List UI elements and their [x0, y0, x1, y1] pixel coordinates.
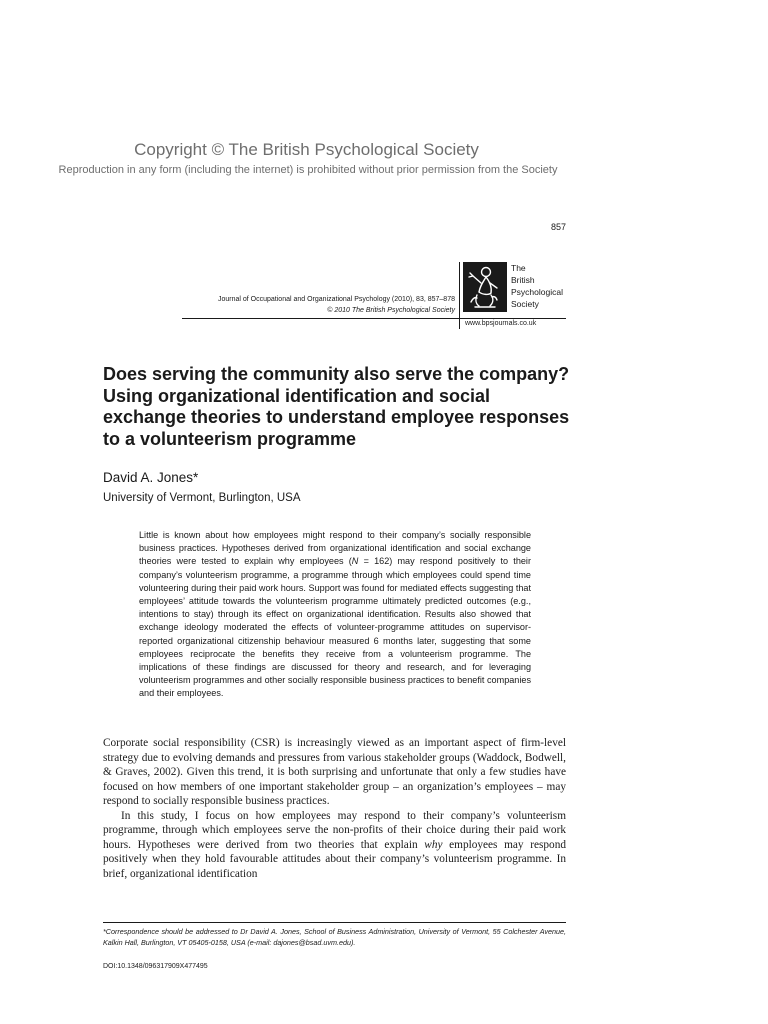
- header-rule: [182, 318, 566, 319]
- body-paragraph: [103, 809, 566, 882]
- author-name: David A. Jones*: [103, 470, 199, 485]
- journal-copyright-line: © 2010 The British Psychological Society: [327, 307, 455, 314]
- logo-divider: [459, 262, 460, 329]
- doi: DOI:10.1348/096317909X477495: [103, 963, 208, 970]
- journal-line: Journal of Occupational and Organizational Psychology (2010), 83, 857–878: [218, 296, 455, 303]
- body-text-part: employees may respond positively when they hold favourable attitudes about their company’s volunteerism programme. In brief, organizational identification: [103, 838, 566, 880]
- author-affiliation: University of Vermont, Burlington, USA: [103, 492, 301, 504]
- body-text-part: In this study, I focus on how employees may respond to their company’s volunteerism programme, through which employees serve the non-profits of their choice during their paid work hours. Hypotheses were derived from two theories that explain: [103, 809, 566, 851]
- abstract: [139, 529, 531, 701]
- footnote-rule: [103, 922, 566, 923]
- society-line: The: [511, 263, 526, 273]
- abstract-text-part: = 162) may respond positively to their company’s volunteerism programme, a programme through which employees could spend time volunteering during their paid work hours. Support was found for mediated effects suggesting that employees’ attitude towards the volunteerism programme ultimately predicted outcomes (e.g., intentions to stay) through its effect on organizational identification. Results also showed that exchange ideology moderated the effects of volunteer-programme attitudes on supervisor-reported organizational citizenship behaviour measured 6 months later, suggesting that some employees reciprocate the benefits they receive from a volunteerism programme. The implications of these findings are discussed for theory and research, and for leveraging volunteerism programmes and other socially responsible business practices to benefit companies and their employees.: [139, 556, 531, 699]
- society-line: Society: [511, 299, 539, 309]
- journal-website: www.bpsjournals.co.uk: [465, 320, 537, 327]
- society-line: Psychological: [511, 287, 563, 297]
- body-emphasis: why: [424, 838, 443, 851]
- society-line: British: [511, 275, 535, 285]
- correspondence-footnote: *Correspondence should be addressed to Dr David A. Jones, School of Business Administration, University of Vermont, 55 Colchester Avenue, Kalkin Hall, Burlington, VT 05405-0158, USA (e-mail: dajones@bsad.uvm.edu).: [103, 927, 566, 947]
- reproduction-notice: Reproduction in any form (including the internet) is prohibited without prior permission from the Society: [58, 164, 558, 176]
- body-paragraph: Corporate social responsibility (CSR) is increasingly viewed as an important aspect of firm-level strategy due to evolving demands and pressures from various stakeholder groups (Waddock, Bodwell, & Graves, 2002). Given this trend, it is both surprising and unfortunate that only a few studies have focused on how members of one important stakeholder group – an organization’s employees – may respond to socially responsible business practices.: [103, 737, 566, 807]
- page-number: 857: [550, 222, 566, 232]
- copyright-watermark: Copyright © The British Psychological Society: [134, 140, 479, 159]
- society-name: [511, 262, 563, 310]
- abstract-text-part: Little is known about how employees might respond to their company’s socially responsible business practices. Hypotheses derived from organizational identification and social exchange theories were tested to explain why employees (: [139, 530, 531, 567]
- journal-citation: [218, 294, 455, 316]
- bps-logo-icon: [463, 262, 507, 312]
- article-title: Does serving the community also serve the company? Using organizational identification and social exchange theories to understand employee responses to a volunteerism programme: [103, 364, 570, 449]
- abstract-sample-size-variable: N: [351, 556, 359, 567]
- body-text: [103, 736, 566, 881]
